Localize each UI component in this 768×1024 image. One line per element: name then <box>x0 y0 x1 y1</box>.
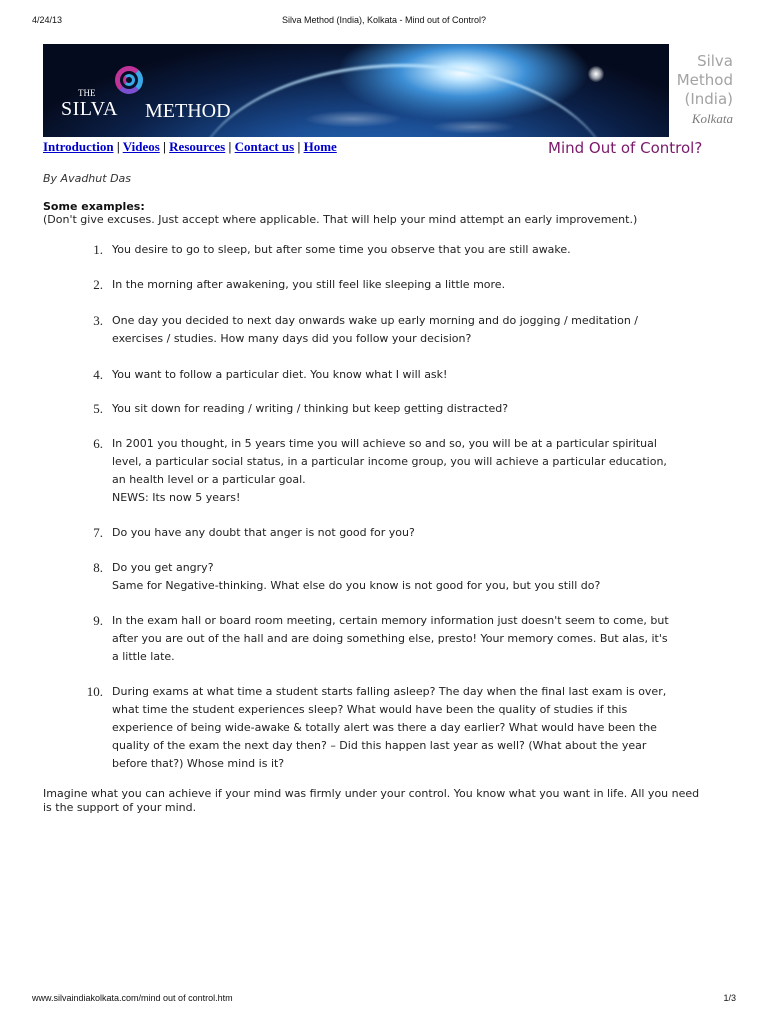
list-text: Same for Negative-thinking. What else do you know is not good for you, but you still do? <box>112 579 601 592</box>
list-number: 10. <box>86 684 103 699</box>
nav-link-home[interactable]: Home <box>303 139 337 154</box>
intro-text: (Don't give excuses. Just accept where applicable. That will help your mind attempt an early improvement.) <box>43 213 638 226</box>
site-title-city: Kolkata <box>691 111 733 126</box>
list-text: after you are out of the hall and are doing something else, presto! Your memory comes. But alas, it's <box>112 632 668 645</box>
nav-separator: | <box>297 139 301 154</box>
list-text: Do you get angry? <box>112 561 214 574</box>
list-text: an health level or a particular goal. <box>112 473 306 486</box>
nav-link-contact-us[interactable]: Contact us <box>234 139 295 154</box>
list-text: You sit down for reading / writing / thinking but keep getting distracted? <box>112 402 509 415</box>
list-number: 5. <box>93 401 103 416</box>
logo-silva: SILVA <box>61 98 118 120</box>
list-text: what time the student experiences sleep? What would have been the quality of studies if this <box>112 703 628 716</box>
print-url: www.silvaindiakolkata.com/mind out of control.htm <box>32 993 233 1003</box>
list-text: During exams at what time a student starts falling asleep? The day when the final last exam is over, <box>112 685 667 698</box>
list-text: NEWS: Its now 5 years! <box>112 491 241 504</box>
list-text: In 2001 you thought, in 5 years time you will achieve so and so, you will be at a particular spiritual <box>112 437 657 450</box>
list-text: In the exam hall or board room meeting, certain memory information just doesn't seem to come, but <box>112 614 669 627</box>
site-title-line1: Silva <box>697 52 733 70</box>
list-text: exercises / studies. How many days did you follow your decision? <box>112 332 472 345</box>
site-title-line2: Method <box>676 71 733 89</box>
list-text: Do you have any doubt that anger is not good for you? <box>112 526 415 539</box>
site-title-line3: (India) <box>684 90 733 108</box>
nav-separator: | <box>228 139 232 154</box>
list-text: quality of the exam the next day then? – Did this happen last year as well? (What about the year <box>112 739 647 752</box>
list-number: 8. <box>93 560 103 575</box>
print-page-title: Silva Method (India), Kolkata - Mind out of Control? <box>281 15 487 25</box>
list-number: 3. <box>93 313 103 328</box>
list-text: before that?) Whose mind is it? <box>112 757 285 770</box>
list-text: experience of being wide-awake & totally alert was there a day earlier? What would have been the <box>112 721 657 734</box>
conclusion-line: Imagine what you can achieve if your mind was firmly under your control. You know what you want in life. All you need <box>43 787 700 800</box>
header-banner <box>43 44 669 137</box>
nav-separator: | <box>163 139 166 154</box>
site-title <box>669 52 733 128</box>
nav-link-videos[interactable]: Videos <box>122 139 160 154</box>
conclusion-paragraph <box>43 787 733 815</box>
list-number: 9. <box>93 613 103 628</box>
list-text: You desire to go to sleep, but after some time you observe that you are still awake. <box>112 243 571 256</box>
list-text: In the morning after awakening, you still feel like sleeping a little more. <box>112 278 506 291</box>
list-text: One day you decided to next day onwards wake up early morning and do jogging / meditation / <box>112 314 639 327</box>
list-number: 6. <box>93 436 103 451</box>
nav-link-resources[interactable]: Resources <box>169 139 226 154</box>
swirl-inner-icon <box>123 74 135 86</box>
list-number: 4. <box>93 367 103 382</box>
print-date: 4/24/13 <box>32 15 63 25</box>
logo-method: METHOD <box>145 100 231 122</box>
list-number: 2. <box>93 277 103 292</box>
silva-method-logo[interactable] <box>51 62 251 132</box>
author-byline: By Avadhut Das <box>43 172 132 185</box>
logo-the: THE <box>78 88 96 98</box>
list-text: a little late. <box>112 650 175 663</box>
list-text: level, a particular social status, in a particular income group, you will achieve a particular education, <box>112 455 667 468</box>
list-number: 7. <box>93 525 103 540</box>
nav-link-introduction[interactable]: Introduction <box>43 139 114 154</box>
list-text: You want to follow a particular diet. You know what I will ask! <box>112 368 448 381</box>
conclusion-line: is the support of your mind. <box>43 801 197 814</box>
cloud-decoration <box>273 99 573 137</box>
print-page-number: 1/3 <box>723 993 736 1003</box>
examples-label: Some examples: <box>43 200 145 213</box>
list-number: 1. <box>93 242 103 257</box>
nav-bar <box>43 139 337 155</box>
page-heading: Mind Out of Control? <box>548 139 703 157</box>
nav-separator: | <box>116 139 120 154</box>
sun-flare <box>588 66 604 82</box>
